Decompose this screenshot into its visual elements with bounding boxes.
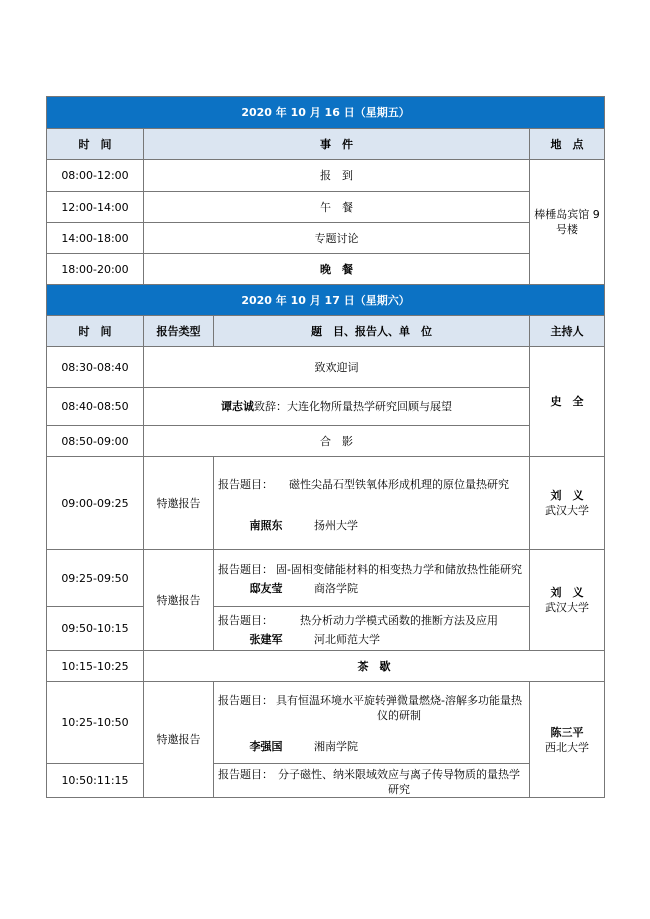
table-row (47, 388, 605, 426)
table-row (47, 550, 605, 607)
event-cell: 专题讨论 (144, 223, 530, 254)
speaker-name: 李强国 (249, 740, 283, 753)
time-cell: 14:00-18:00 (47, 223, 144, 254)
time-cell: 12:00-14:00 (47, 192, 144, 223)
table-row (47, 426, 605, 457)
talk-topic (218, 562, 525, 577)
host-cell (530, 457, 605, 550)
day1-title: 2020 年 10 月 16 日（星期五） (47, 97, 605, 129)
table-row (47, 192, 605, 223)
time-cell: 08:40-08:50 (47, 388, 144, 426)
type-cell: 特邀报告 (144, 457, 214, 550)
speaker-name: 邸友莹 (249, 582, 283, 595)
header-time: 时 间 (47, 316, 144, 347)
host-cell (530, 550, 605, 651)
time-cell: 08:30-08:40 (47, 347, 144, 388)
day2-title-row (47, 285, 605, 316)
talk-speaker (218, 632, 525, 647)
time-cell: 10:15-10:25 (47, 651, 144, 682)
speaker-org: 河北师范大学 (314, 632, 380, 646)
time-cell: 08:00-12:00 (47, 160, 144, 192)
event-cell: 茶 歇 (144, 651, 605, 682)
table-row (47, 651, 605, 682)
place-cell: 棒棰岛宾馆 9 号楼 (530, 160, 605, 285)
type-cell: 特邀报告 (144, 682, 214, 798)
talk-speaker (218, 739, 525, 754)
host-name: 陈三平 (550, 725, 584, 739)
talk-cell (214, 682, 530, 764)
speaker-org: 商洛学院 (314, 582, 358, 595)
topic-text: 具有恒温环境水平旋转弹微量燃烧-溶解多功能量热仪的研制 (276, 694, 522, 722)
topic-prefix: 报告题目： (218, 477, 273, 491)
day2-title: 2020 年 10 月 17 日（星期六） (47, 285, 605, 316)
event-cell: 晚 餐 (144, 254, 530, 285)
talk-topic (218, 693, 525, 723)
talk-topic (218, 477, 525, 492)
speaker-name: 张建军 (249, 632, 283, 646)
time-cell: 10:50:11:15 (47, 764, 144, 798)
header-host: 主持人 (530, 316, 605, 347)
table-row (47, 682, 605, 764)
host-org: 西北大学 (545, 740, 589, 754)
table-row (47, 607, 605, 651)
schedule-table (46, 96, 605, 798)
time-cell: 10:25-10:50 (47, 682, 144, 764)
event-cell: 致欢迎词 (144, 347, 530, 388)
talk-speaker (218, 518, 525, 533)
table-row (47, 223, 605, 254)
table-row (47, 347, 605, 388)
host-org: 武汉大学 (545, 504, 589, 517)
day1-title-row (47, 97, 605, 129)
topic-prefix: 报告题目： (218, 767, 273, 781)
time-cell: 09:25-09:50 (47, 550, 144, 607)
table-row (47, 254, 605, 285)
topic-text: 固-固相变储能材料的相变热力学和储放热性能研究 (276, 563, 522, 576)
time-cell: 09:50-10:15 (47, 607, 144, 651)
event-cell: 合 影 (144, 426, 530, 457)
topic-text: 热分析动力学模式函数的推断方法及应用 (300, 613, 498, 627)
talk-cell (214, 764, 530, 798)
host-cell (530, 682, 605, 798)
host-org: 武汉大学 (545, 601, 589, 614)
header-type: 报告类型 (144, 316, 214, 347)
host-name: 刘 义 (550, 586, 584, 599)
header-place: 地 点 (530, 129, 605, 160)
speaker-name: 谭志诚 (221, 400, 254, 413)
talk-speaker (218, 581, 525, 596)
talk-cell (214, 550, 530, 607)
event-cell: 午 餐 (144, 192, 530, 223)
event-cell: 报 到 (144, 160, 530, 192)
talk-topic (218, 613, 525, 628)
talk-topic (218, 767, 525, 797)
time-cell: 08:50-09:00 (47, 426, 144, 457)
event-text: 致辞：大连化物所量热学研究回顾与展望 (254, 400, 452, 413)
table-row (47, 764, 605, 798)
type-cell: 特邀报告 (144, 550, 214, 651)
table-row (47, 457, 605, 550)
speaker-org: 扬州大学 (314, 518, 358, 532)
event-cell (144, 388, 530, 426)
topic-text: 分子磁性、纳米限域效应与离子传导物质的量热学研究 (278, 767, 520, 796)
topic-text: 磁性尖晶石型铁氧体形成机理的原位量热研究 (289, 477, 509, 491)
talk-cell (214, 457, 530, 550)
table-row (47, 160, 605, 192)
topic-prefix: 报告题目： (218, 694, 273, 707)
talk-cell (214, 607, 530, 651)
topic-prefix: 报告题目： (218, 613, 273, 627)
day2-header-row (47, 316, 605, 347)
host-name: 刘 义 (550, 489, 584, 502)
day1-header-row (47, 129, 605, 160)
header-time: 时 间 (47, 129, 144, 160)
time-cell: 18:00-20:00 (47, 254, 144, 285)
host-cell: 史 全 (530, 347, 605, 457)
header-event: 事 件 (144, 129, 530, 160)
speaker-org: 湘南学院 (314, 740, 358, 753)
time-cell: 09:00-09:25 (47, 457, 144, 550)
topic-prefix: 报告题目： (218, 563, 273, 576)
header-topic: 题 目、报告人、单 位 (214, 316, 530, 347)
speaker-name: 南照东 (249, 518, 283, 532)
